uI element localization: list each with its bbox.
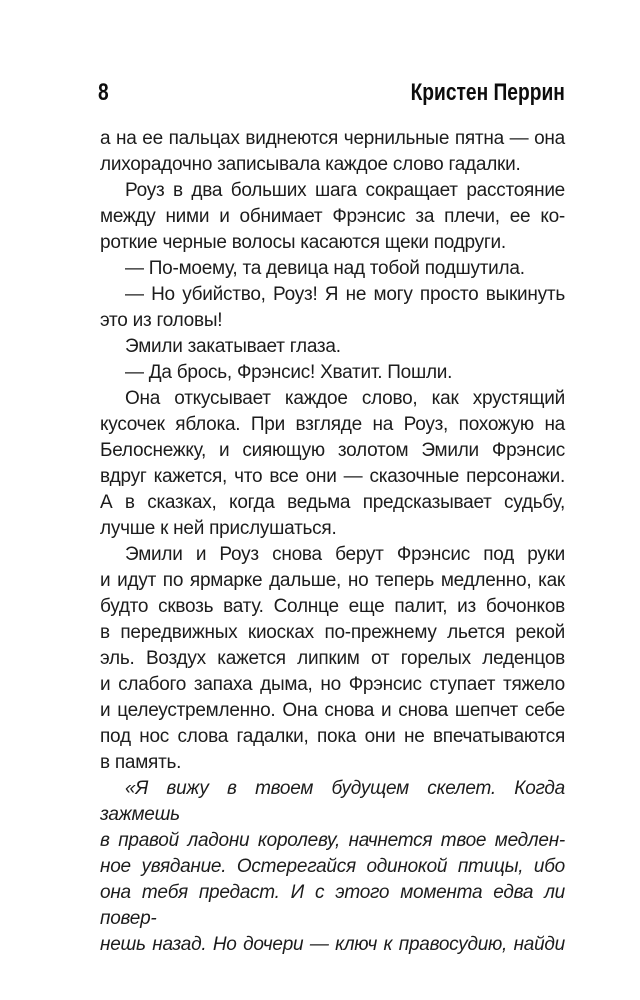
paragraph	[100, 542, 565, 776]
paragraph	[100, 776, 565, 958]
text-line: в память.	[100, 752, 182, 773]
paragraph	[100, 178, 565, 256]
text-line: ное увядание. Остерегайся одинокой птицы, ибо	[100, 856, 565, 877]
text-line: роткие черные волосы касаются щеки подруги.	[100, 232, 506, 253]
text-line: и идут по ярмарке дальше, но теперь медленно, как	[100, 570, 565, 591]
paragraph	[100, 126, 565, 178]
text-line: — Но убийство, Роуз! Я не могу просто выкинуть	[125, 284, 565, 305]
text-line: — По-моему, та девица над тобой подшутила.	[125, 258, 525, 279]
text-line: — Да брось, Фрэнсис! Хватит. Пошли.	[125, 362, 453, 383]
text-line: в правой ладони королеву, начнется твое медлен-	[100, 830, 565, 851]
text-line: А в сказках, когда ведьма предсказывает судьбу,	[100, 492, 565, 513]
text-line: лучше к ней прислушаться.	[100, 518, 337, 539]
page-number: 8	[98, 79, 109, 106]
paragraph	[100, 334, 565, 360]
text-line: между ними и обнимает Фрэнсис за плечи, ее ко-	[100, 206, 565, 227]
text-line: «Я вижу в твоем будущем скелет. Когда зажмешь	[100, 778, 565, 825]
text-line: а на ее пальцах виднеются чернильные пятна — она	[100, 128, 565, 149]
paragraph	[100, 256, 565, 282]
running-header	[98, 80, 565, 106]
text-line: Белоснежку, и сияющую золотом Эмили Фрэнсис	[100, 440, 565, 461]
text-line: лихорадочно записывала каждое слово гадалки.	[100, 154, 521, 175]
text-line: Эмили и Роуз снова берут Фрэнсис под руки	[125, 544, 565, 565]
page-text	[100, 126, 565, 958]
paragraph	[100, 282, 565, 334]
text-line: нешь назад. Но дочери — ключ к правосудию, найди	[100, 934, 565, 955]
text-line: и слабого запаха дыма, но Фрэнсис ступает тяжело	[100, 674, 565, 695]
text-line: будто сквозь вату. Солнце еще палит, из бочонков	[100, 596, 565, 617]
text-line: и целеустремленно. Она снова и снова шепчет себе	[100, 700, 565, 721]
text-line: кусочек яблока. При взгляде на Роуз, похожую на	[100, 414, 565, 435]
text-line: Роуз в два больших шага сокращает расстояние	[125, 180, 565, 201]
paragraph	[100, 386, 565, 542]
text-line: вдруг кажется, что все они — сказочные персонажи.	[100, 466, 565, 487]
text-line: Она откусывает каждое слово, как хрустящий	[125, 388, 565, 409]
text-line: под нос слова гадалки, пока они не впечатываются	[100, 726, 565, 747]
running-head-author: Кристен Перрин	[410, 79, 565, 106]
text-line: Эмили закатывает глаза.	[125, 336, 341, 357]
text-line: это из головы!	[100, 310, 223, 331]
text-line: в передвижных киосках по-прежнему льется рекой	[100, 622, 565, 643]
text-line: эль. Воздух кажется липким от горелых леденцов	[100, 648, 565, 669]
paragraph	[100, 360, 565, 386]
text-line: она тебя предаст. И с этого момента едва ли повер-	[100, 882, 565, 929]
